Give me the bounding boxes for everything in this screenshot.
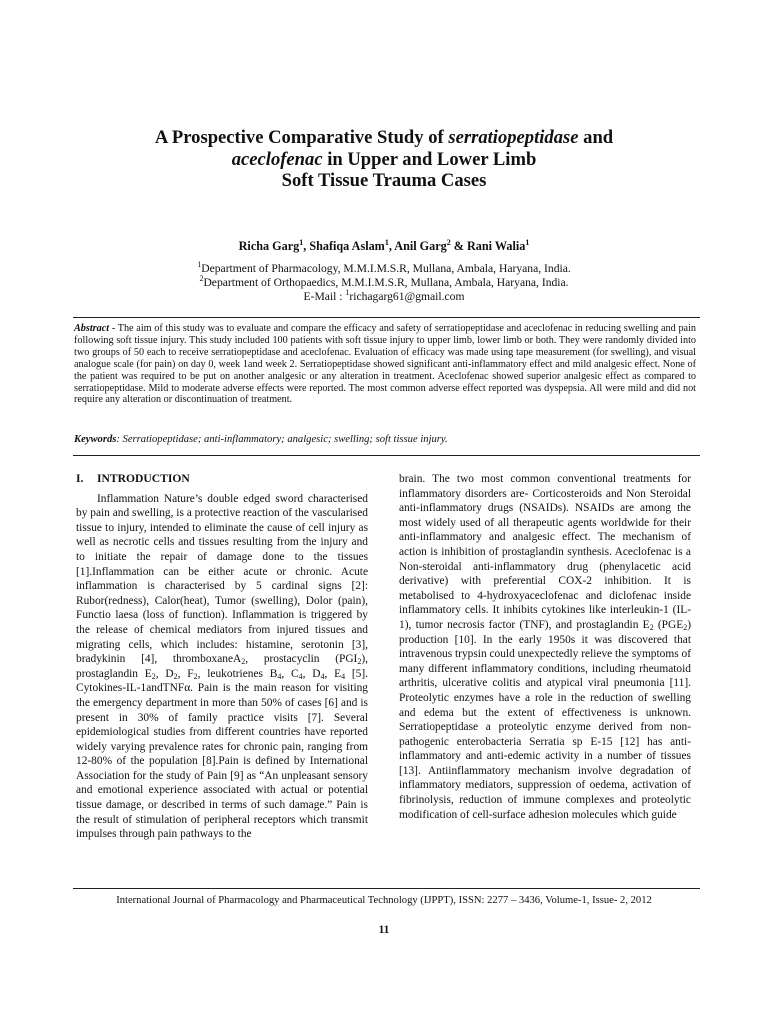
intro-text: Inflammation Nature’s double edged sword characterised by pain and swelling, is a protective reaction of the vascularised tissue to injury, intended to eliminate the cause of cell injury as well as necrotic cells and tissues resulting from the injury and to initiate the repair of damage done to the tissues [1].Inflammation can be either acute or chronic. Acute inflammation is characterised by 5 cardinal signs [2]: Rubor(redness), Calor(heat), Tumor (swelling), Dolor (pain), Functio laesa (loss of function). Inflammation is triggered by the release of chemical mediators from injured tissues and migrating cells, which includes: histamine, serotonin [3], bradykinin [4], thromboxaneA	[76, 492, 368, 666]
intro-text: , D	[302, 667, 321, 680]
subscript: 4	[320, 671, 325, 681]
author-name: Anil Garg	[394, 239, 447, 253]
subscript: 2	[151, 671, 156, 681]
intro-text: , prostacyclin (PGI	[245, 653, 358, 666]
author-affil-mark: 2	[446, 238, 451, 247]
title-text: Soft Tissue Trauma Cases	[281, 170, 487, 192]
author-affil-mark: 1	[384, 238, 389, 247]
affil-text: Department of Orthopaedics, M.M.I.M.S.R, Mullana, Ambala, Haryana, India.	[203, 275, 569, 289]
subscript: 2	[683, 622, 688, 632]
footer-rule	[73, 888, 700, 889]
abstract	[74, 323, 696, 406]
affiliations	[40, 262, 728, 303]
subscript: 2	[173, 671, 178, 681]
subscript: 2	[649, 622, 654, 632]
title-drug-serratiopeptidase: serratiopeptidase	[448, 127, 579, 148]
intro-text: , C	[281, 667, 299, 680]
affil-mark: 1	[197, 260, 202, 269]
author-separator: &	[450, 239, 467, 253]
affiliation	[40, 262, 728, 276]
paper-title	[40, 127, 728, 192]
author-separator: ,	[303, 239, 310, 253]
section-heading	[76, 472, 368, 487]
intro-text: , leukotrienes B	[197, 667, 278, 680]
page-number: 11	[378, 924, 390, 936]
subscript: 2	[193, 671, 198, 681]
keywords	[74, 434, 696, 445]
intro-text: ), prostaglandin E	[76, 653, 368, 680]
intro-split-left: [5]. Cytokines-IL-1andTNFα. Pain is the main reason for visiting the emergency department in more than 50% of cases [6] and is present in 30% of family practice visits [7]. Several epidemiological studies from different countries have reported widely varying prevalence rates for chronic pain, ranging from 12-80% of the population [8].Pain is defined by International Association for the study of Pain [9] as “An unpleasant sensory and emotional experience associated with actual or potential tissue damage, or described in terms of such damage.” Pain is the result of stimulation of peripheral receptors which transmit impulses through pain pathways to the	[76, 667, 369, 841]
email-address[interactable]: richagarg61@gmail.com	[349, 289, 465, 303]
title-drug-aceclofenac: aceclofenac	[231, 148, 323, 170]
intro-paragraph-part2	[399, 472, 691, 822]
subscript: 4	[341, 671, 346, 681]
column-left	[76, 472, 368, 842]
intro-text: (PGE	[653, 618, 684, 631]
author-affil-mark: 1	[525, 238, 530, 247]
author-name: Rani Walia	[467, 239, 526, 253]
title-text: in Upper and Lower Limb	[322, 148, 537, 170]
keywords-label: Keywords	[74, 434, 117, 445]
intro-text: ) production [10]. In the early 1950s it was discovered that intravenous trypsin could unexpectedly relieve the symptoms of many different inflammatory conditions, including rheumatoid arthritis, ulcerative colitis and atypical viral pneumonia [11]. Proteolytic enzymes have a role in the reduction of swelling and edema but the extent of effectiveness is unknown. Serratiopeptidase a proteolytic enzyme derived from non-pathogenic enterobacteria Serratia sp E-15 [12] has anti-inflammatory and anti-edemic activity in a number of tissues [13]. Antiinflammatory mechanism involve degradation of inflammatory mediators, suppression of oedema, activation of fibrinolysis, reduction of immune complexes and proteolytic modification of cell-surface adhesion molecules which guide	[399, 618, 691, 821]
affil-mark: 2	[199, 273, 204, 283]
email-label: E-Mail :	[303, 289, 346, 303]
column-right	[399, 472, 691, 822]
journal-footer: International Journal of Pharmacology and Pharmaceutical Technology (IJPPT), ISSN: 2277 – 3436, Volume-1, Issue- 2, 2012	[116, 895, 652, 906]
abstract-text: - The aim of this study was to evaluate and compare the efficacy and safety of serratiopeptidase and aceclofenac in reducing swelling and pain following soft tissue injury. This study included 100 patients with soft tissue injury to upper limb, lower limb or both. They were randomly divided into two groups of 50 each to receive serratiopeptidase and aceclofenac. Evaluation of efficacy was made using tape measurement (for swelling), and visual analogue scale (for pain) on day 0, week 1and week 2. Serratiopeptidase showed significant anti-inflammatory effect and mild analgesic effect. None of the patient was required to be put on another analgesic or any alteration in treatment. Aceclofenac showed superior analgesic effect as compared to serratiopeptidase. Mild to moderate adverse effects were reported. The most common adverse effect reported was dyspepsia. All were mild and did not require any alteration or discontinuation of treatment.	[74, 323, 696, 406]
email-mark: 1	[345, 287, 350, 297]
author-list	[40, 239, 728, 254]
affil-text: Department of Pharmacology, M.M.I.M.S.R, Mullana, Ambala, Haryana, India.	[201, 262, 571, 275]
email-line	[40, 287, 728, 304]
title-text: and	[578, 127, 614, 148]
intro-text: , E	[324, 667, 342, 680]
intro-split-right: brain. The two most common conventional treatments for inflammatory disorders are- Corticosteroids and Non Steroidal anti-inflammatory drugs (NSAIDs). NSAIDs are among the most widely used of all therapeutic agents worldwide for their anti-inflammatory and analgesic effect. The mechanism of action is inhibition of prostaglandin synthesis. Aceclofenac is a Non-steroidal anti-inflammatory drug (phenylacetic acid derivative) with preferential COX-2 inhibition. It is metabolised to 4-hydroxyaceclofenac and diclofenac inside inflammatory cells. It inhibits cytokines like interleukin-1 (IL-1), tumor necrosis factor (TNF), and prostaglandin E	[399, 473, 691, 631]
abstract-label: Abstract	[74, 323, 110, 334]
subscript: 4	[277, 671, 282, 681]
abstract-bottom-rule	[73, 455, 700, 456]
section-title: INTRODUCTION	[97, 472, 190, 485]
affiliation	[40, 273, 728, 290]
subscript: 2	[357, 657, 362, 667]
title-text: A Prospective Comparative Study of	[154, 127, 449, 148]
section-number: I.	[76, 472, 84, 485]
subscript: 4	[298, 671, 303, 681]
subscript: 2	[241, 657, 246, 667]
abstract-top-rule	[73, 317, 700, 318]
author-name: Richa Garg	[238, 239, 300, 253]
keywords-text: : Serratiopeptidase; anti-inflammatory; analgesic; swelling; soft tissue injury.	[116, 434, 448, 445]
intro-paragraph-part1	[76, 492, 368, 842]
intro-text: , F	[177, 667, 194, 680]
author-affil-mark: 1	[299, 238, 304, 247]
author-name: Shafiqa Aslam	[309, 239, 385, 253]
author-separator: ,	[388, 239, 395, 253]
intro-text: , D	[155, 667, 174, 680]
